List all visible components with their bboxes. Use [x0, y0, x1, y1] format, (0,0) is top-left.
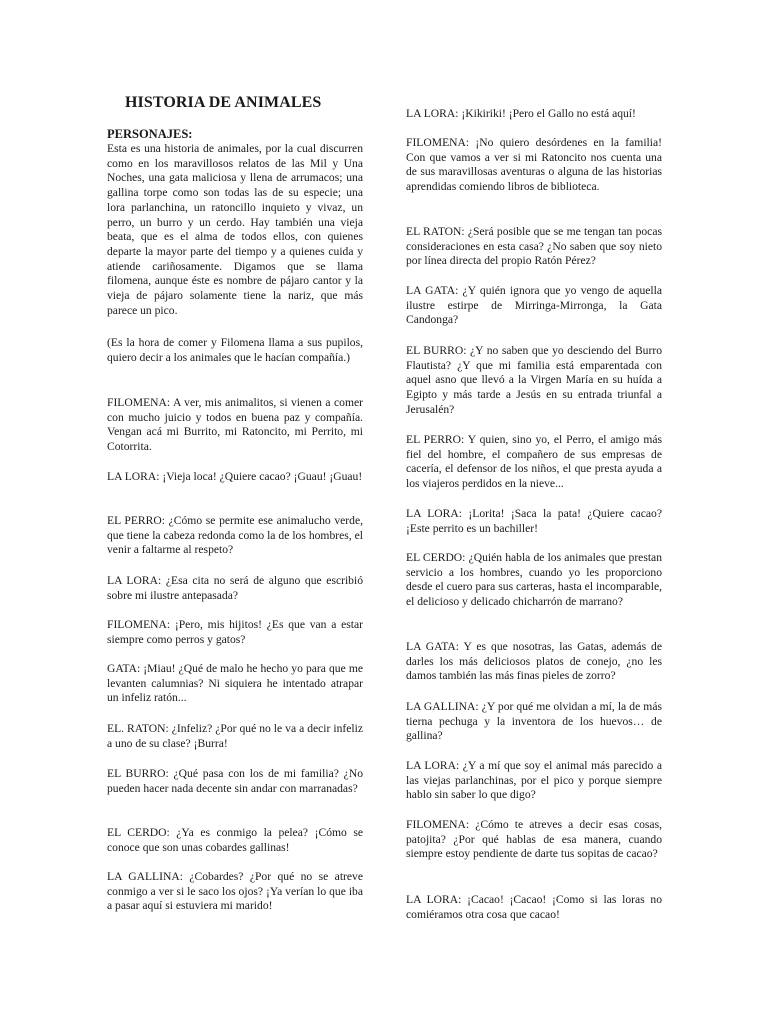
dialogue-line: FILOMENA: A ver, mis animalitos, si vienen a comer con mucho juicio y todos en buena paz y compañía. Vengan acá mi Burrito, mi Ratoncito, mi Perrito, mi Cotorrita. — [107, 396, 363, 454]
dialogue-line: EL CERDO: ¿Ya es conmigo la pelea? ¡Cómo se conoce que son unas cobardes gallinas! — [107, 826, 363, 854]
dialogue-line: LA GALLINA: ¿Cobardes? ¿Por qué no se atreve conmigo a ver si le saco los ojos? ¡Ya verían lo que iba a pasar aquí si estuviera mi marido! — [107, 870, 363, 913]
dialogue-line: FILOMENA: ¡Pero, mis hijitos! ¿Es que van a estar siempre como perros y gatos? — [107, 618, 363, 646]
page-title: HISTORIA DE ANIMALES — [125, 94, 322, 111]
dialogue-line: LA LORA: ¿Y a mí que soy el animal más parecido a las viejas parlanchinas, por el pico y porque siempre hablo sin saber lo que digo? — [406, 759, 662, 802]
dialogue-line: LA GATA: ¿Y quién ignora que yo vengo de aquella ilustre estirpe de Mirringa-Mirronga, la Gata Candonga? — [406, 284, 662, 327]
dialogue-line: LA LORA: ¿Esa cita no será de alguno que escribió sobre mi ilustre antepasada? — [107, 574, 363, 602]
dialogue-line: LA GALLINA: ¿Y por qué me olvidan a mí, la de más tierna pechuga y la inventora de los huevos… de gallina? — [406, 700, 662, 743]
dialogue-line: EL. RATON: ¿Infeliz? ¿Por qué no le va a decir infeliz a uno de su clase? ¡Burra! — [107, 722, 363, 750]
dialogue-line: LA LORA: ¡Cacao! ¡Cacao! ¡Como si las loras no comiéramos otra cosa que cacao! — [406, 893, 662, 921]
dialogue-line: EL PERRO: ¿Cómo se permite ese animalucho verde, que tiene la cabeza redonda como la de los hombres, el venir a faltarme al respeto? — [107, 514, 363, 557]
personajes-heading: PERSONAJES: — [107, 127, 193, 141]
dialogue-line: GATA: ¡Miau! ¿Qué de malo he hecho yo para que me levanten calumnias? Ni siquiera he intentado atrapar un infeliz ratón... — [107, 662, 363, 705]
dialogue-line: EL CERDO: ¿Quién habla de los animales que prestan servicio a los hombres, cuando yo les proporciono desde el cuero para sus carteras, hasta el incomparable, el delicioso y delicado chicharrón de marrano? — [406, 551, 662, 609]
dialogue-line: EL PERRO: Y quien, sino yo, el Perro, el amigo más fiel del hombre, el compañero de sus empresas de cacería, el defensor de los niños, el que presta ayuda a los viajeros perdidos en la nieve... — [406, 433, 662, 491]
dialogue-line: LA LORA: ¡Kikiriki! ¡Pero el Gallo no está aquí! — [406, 107, 636, 120]
dialogue-line: EL BURRO: ¿Y no saben que yo desciendo del Burro Flautista? ¿Y que mi familia está emparentada con aquel asno que llevó a la Virgen María en su huída a Egipto y más tarde a Jesús en su entrada triunfal a Jerusalén? — [406, 344, 662, 416]
dialogue-line: LA LORA: ¡Vieja loca! ¿Quiere cacao? ¡Guau! ¡Guau! — [107, 470, 363, 483]
dialogue-line: EL BURRO: ¿Qué pasa con los de mi familia? ¿No pueden hacer nada decente sin andar con marranadas? — [107, 767, 363, 795]
intro-paragraph: Esta es una historia de animales, por la cual discurren como en los maravillosos relatos de las Mil y Una Noches, una gata maliciosa y llena de arrumacos; una gallina torpe como son todas las de su especie; una lora parlanchina, un ratoncillo inquieto y vivaz, un perro, un burro y un cerdo. Hay también una vieja beata, que es el alma de todos ellos, con quienes departe la mayor parte del tiempo y a quienes cuida y atiende cariñosamente. Digamos que se llama filomena, aunque éste es nombre de pájaro cantor y la vieja de pájaro solamente tiene la nariz, que más parece un pico. — [107, 142, 363, 317]
dialogue-line: LA LORA: ¡Lorita! ¡Saca la pata! ¿Quiere cacao? ¡Este perrito es un bachiller! — [406, 507, 662, 535]
dialogue-line: LA GATA: Y es que nosotras, las Gatas, además de darles los más deliciosos platos de conejo, ¿no les damos también las más finas pieles de zorro? — [406, 640, 662, 683]
dialogue-line: EL RATON: ¿Será posible que se me tengan tan pocas consideraciones en esta casa? ¿No saben que soy nieto por línea directa del propio Ratón Pérez? — [406, 225, 662, 268]
dialogue-line: FILOMENA: ¿Cómo te atreves a decir esas cosas, patojita? ¿Por qué hablas de esa manera, cuando siempre estoy pendiente de darte tus sopitas de cacao? — [406, 818, 662, 861]
stage-direction: (Es la hora de comer y Filomena llama a sus pupilos, quiero decir a los animales que le hacían compañía.) — [107, 336, 363, 364]
dialogue-line: FILOMENA: ¡No quiero desórdenes en la familia! Con que vamos a ver si mi Ratoncito nos cuenta una de sus maravillosas aventuras o alguna de las historias aprendidas comiendo libros de biblioteca. — [406, 136, 662, 194]
